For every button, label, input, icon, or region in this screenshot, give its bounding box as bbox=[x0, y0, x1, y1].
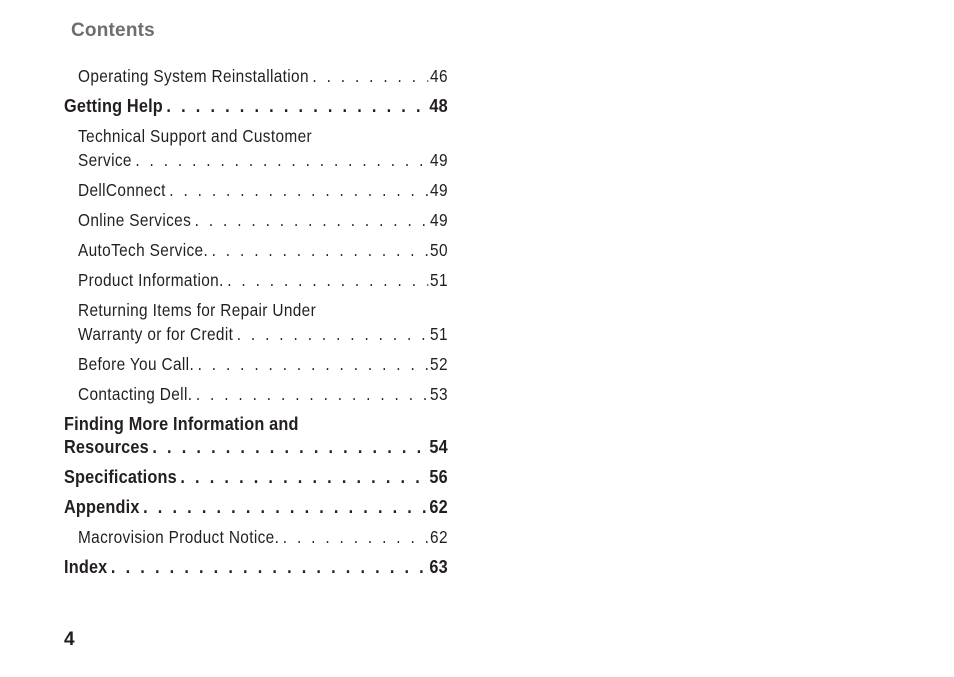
toc-page-number: 49 bbox=[430, 150, 448, 170]
toc-entry-title: Before You Call. bbox=[78, 354, 195, 374]
toc-page-number: 62 bbox=[430, 527, 448, 547]
toc-page-number: 63 bbox=[429, 556, 448, 577]
toc-entry-before-you-call[interactable] bbox=[64, 352, 448, 376]
toc-entry-dellconnect[interactable] bbox=[64, 178, 448, 202]
toc-page-number: 46 bbox=[430, 66, 448, 86]
toc-leader-dots bbox=[143, 495, 428, 518]
toc-page-number: 49 bbox=[430, 210, 448, 230]
toc-leader-dots bbox=[166, 94, 427, 117]
toc-page-number: 51 bbox=[430, 324, 448, 344]
toc-leader-dots bbox=[169, 178, 428, 202]
toc-entry-title: Appendix bbox=[64, 496, 140, 517]
toc-entry-title-line-1: Technical Support and Customer bbox=[78, 126, 312, 146]
toc-entry-title: Product Information. bbox=[78, 270, 224, 290]
toc-page-number: 62 bbox=[429, 496, 448, 517]
toc-leader-dots bbox=[198, 352, 429, 376]
toc-entry-product-information[interactable] bbox=[64, 268, 448, 292]
toc-page-number: 48 bbox=[429, 95, 448, 116]
page-number: 4 bbox=[64, 629, 75, 650]
toc-leader-dots bbox=[111, 555, 428, 578]
toc-page-number: 52 bbox=[430, 354, 448, 374]
page-header-title: Contents bbox=[71, 20, 155, 41]
toc-leader-dots bbox=[152, 435, 427, 458]
toc-entry-macrovision-notice[interactable] bbox=[64, 525, 448, 549]
toc-entry-title: Specifications bbox=[64, 466, 177, 487]
toc-entry-autotech-service[interactable] bbox=[64, 238, 448, 262]
toc-entry-title: Operating System Reinstallation bbox=[78, 66, 309, 86]
toc-entry-title: Online Services bbox=[78, 210, 192, 230]
toc-entry-getting-help[interactable] bbox=[64, 94, 448, 117]
toc-entry-title-line-1: Returning Items for Repair Under bbox=[78, 300, 317, 320]
toc-entry-title-line-2: Service bbox=[78, 150, 132, 170]
toc-entry-title-line-2: Resources bbox=[64, 436, 149, 457]
toc-entry-technical-support[interactable] bbox=[64, 124, 448, 172]
toc-entry-appendix[interactable] bbox=[64, 495, 448, 518]
toc-leader-dots bbox=[212, 238, 429, 262]
toc-entry-title-line-1: Finding More Information and bbox=[64, 413, 299, 434]
toc-page-number: 54 bbox=[429, 436, 448, 457]
toc-leader-dots bbox=[237, 322, 429, 346]
toc-leader-dots bbox=[180, 465, 427, 488]
toc-entry-title: Getting Help bbox=[64, 95, 163, 116]
toc-page-number: 56 bbox=[429, 466, 448, 487]
toc-leader-dots bbox=[135, 148, 428, 172]
table-of-contents bbox=[64, 64, 448, 585]
toc-entry-specifications[interactable] bbox=[64, 465, 448, 488]
toc-leader-dots bbox=[312, 64, 428, 88]
toc-entry-title: Macrovision Product Notice. bbox=[78, 527, 280, 547]
toc-entry-title: Index bbox=[64, 556, 108, 577]
toc-entry-contacting-dell[interactable] bbox=[64, 382, 448, 406]
toc-leader-dots bbox=[283, 525, 429, 549]
toc-leader-dots bbox=[227, 268, 428, 292]
toc-page-number: 49 bbox=[430, 180, 448, 200]
toc-page-number: 50 bbox=[430, 240, 448, 260]
toc-leader-dots bbox=[195, 208, 429, 232]
toc-entry-returning-items[interactable] bbox=[64, 298, 448, 346]
toc-entry-title: DellConnect bbox=[78, 180, 166, 200]
toc-page-number: 51 bbox=[430, 270, 448, 290]
toc-leader-dots bbox=[196, 382, 428, 406]
toc-entry-online-services[interactable] bbox=[64, 208, 448, 232]
toc-page-number: 53 bbox=[430, 384, 448, 404]
toc-entry-title: AutoTech Service. bbox=[78, 240, 209, 260]
toc-entry-os-reinstallation[interactable] bbox=[64, 64, 448, 88]
toc-entry-title: Contacting Dell. bbox=[78, 384, 193, 404]
toc-entry-index[interactable] bbox=[64, 555, 448, 578]
toc-entry-finding-more-information[interactable] bbox=[64, 412, 448, 458]
toc-entry-title-line-2: Warranty or for Credit bbox=[78, 324, 234, 344]
